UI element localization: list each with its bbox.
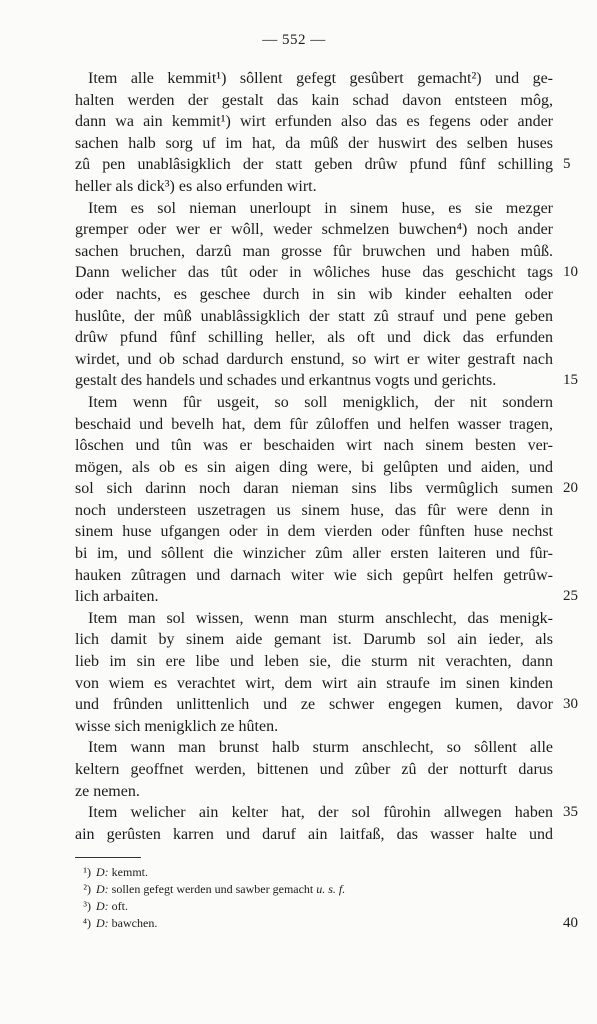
footnote-mark: ²) <box>83 882 91 896</box>
line-number: 20 <box>563 480 578 497</box>
line-text: Item wenn fûr usgeit, so soll menigklich, der nit sondern <box>88 393 553 411</box>
text-line <box>75 802 578 824</box>
line-text: mögen, als ob es sin aigen ding were, bi gelûpten und aiden, und <box>75 458 553 476</box>
line-number: 30 <box>563 696 578 713</box>
footnote-mark: ¹) <box>83 865 91 879</box>
line-number: 15 <box>563 372 578 389</box>
line-text: drûw pfund fûnf schilling heller, als oft und dick das erfunden <box>75 329 553 347</box>
footnote <box>75 881 553 898</box>
footnote-text: sollen gefegt werden und sawber gemacht <box>111 882 314 896</box>
line-text: halten werden der gestalt das kain schad davon entsteen môg, <box>75 91 553 109</box>
line-text: bi im, und sôllent die winzicher zûm aller ersten laiteren und fûr- <box>75 545 553 563</box>
line-text: Item wann man brunst halb sturm anschlecht, so sôllent alle <box>88 739 553 757</box>
line-text: keltern geoffnet werden, bittenen und zûber zû der notturft darus <box>75 761 553 778</box>
footnote <box>75 915 578 932</box>
line-text: Item es sol nieman unerloupt in sinem huse, es sie mezger <box>88 199 553 217</box>
footnote-siglum: D: <box>96 916 109 930</box>
paragraph <box>75 802 578 845</box>
footnote-mark: ⁴) <box>82 916 91 930</box>
text-line <box>75 651 553 673</box>
text-line <box>75 306 553 328</box>
text-line <box>75 90 553 112</box>
line-text: zû pen unablâsigklich der statt geben drûw pfund fûnf schilling <box>75 156 553 174</box>
line-number: 40 <box>563 915 578 931</box>
text-line <box>75 586 578 608</box>
line-text: sachen bruchen, darzû man grosse fûr bruwchen und haben mûß. <box>75 242 553 260</box>
paragraph <box>75 608 578 738</box>
text-line <box>75 327 553 349</box>
line-text: lôschen und tûn was er beschaiden wirt nach sinem besten ver- <box>75 437 553 455</box>
line-text: ze nemen. <box>75 782 140 800</box>
line-text: sinem huse ufgangen oder in dem vierden oder fûnften huse nechst <box>75 523 553 541</box>
text-line <box>75 370 578 392</box>
paragraph <box>75 198 578 392</box>
line-text: von wiem es verachtet wirt, dem wirt ain straufe im sinen kinden <box>75 674 553 692</box>
line-text: Item welicher ain kelter hat, der sol fûrohin allwegen haben <box>88 804 553 822</box>
footnote-separator <box>75 857 141 858</box>
footnote-text: kemmt. <box>111 865 148 879</box>
line-text: dann wa ain kemmit¹) wirt erfunden also das es fegens oder ander <box>75 113 553 131</box>
text-line <box>75 176 553 198</box>
text-line <box>75 716 553 738</box>
line-text: lich arbaiten. <box>75 588 159 606</box>
text-line <box>75 629 553 651</box>
text-line <box>75 608 553 630</box>
paragraph <box>75 392 578 608</box>
text-line <box>75 68 553 90</box>
line-number: 35 <box>563 804 578 821</box>
footnotes <box>75 864 578 932</box>
text-line <box>75 414 553 436</box>
line-text: lieb im sin ere libe und leben sie, die sturm nit verachten, dann <box>75 653 553 671</box>
text-line <box>75 737 553 759</box>
line-text: Dann welicher das tût oder in wôliches huse das geschicht tags <box>75 264 553 282</box>
text-line <box>75 824 553 846</box>
text-line <box>75 565 553 587</box>
line-text: hauken zûtragen und darnach witer wie sich gepûrt helfen getrûw- <box>75 566 553 584</box>
text-line <box>75 500 553 522</box>
text-line <box>75 284 553 306</box>
text-line <box>75 543 553 565</box>
paragraph <box>75 737 553 802</box>
line-text: heller als dick³) es also erfunden wirt. <box>75 177 317 195</box>
text-line <box>75 673 553 695</box>
line-number: 10 <box>563 264 578 281</box>
line-text: ain gerûsten karren und daruf ain laitfaß, das wasser halte und <box>75 825 553 843</box>
footnote-siglum: D: <box>96 899 109 913</box>
footnote-siglum: D: <box>96 882 109 896</box>
line-number: 25 <box>563 588 578 605</box>
footnote <box>75 898 553 915</box>
text-line <box>75 349 553 371</box>
text-line <box>75 392 553 414</box>
text-line <box>75 435 553 457</box>
line-text: oder nachts, es geschee durch in sin wib kinder eehalten oder <box>75 285 553 303</box>
footnote-mark: ³) <box>83 899 91 913</box>
line-text: huslûte, der mûß unablâssigklich der statt zû strauf und pene geben <box>75 307 553 325</box>
footnote-siglum: D: <box>96 865 109 879</box>
line-text: sachen halb sorg uf im hat, da mûß der huswirt des selben huses <box>75 134 553 152</box>
paragraph <box>75 68 571 198</box>
text-line <box>75 759 553 781</box>
line-text: Item man sol wissen, wenn man sturm anschlecht, das menigk- <box>88 609 553 627</box>
text-line <box>75 154 571 176</box>
line-text: wirdet, und ob schad dardurch enstund, so wirt er witer gestraft nach <box>75 350 553 368</box>
footnote-text: oft. <box>111 899 129 913</box>
line-text: lich damit by sinem aide gemant ist. Darumb sol ain ieder, als <box>75 631 553 649</box>
text-line <box>75 262 578 284</box>
line-text: sol sich darinn noch daran nieman sins libs vermûglich sumen <box>75 480 553 498</box>
line-text: gremper oder wer er wôll, weder schmelzen buwchen⁴) noch ander <box>75 221 553 239</box>
line-text: noch understeen uszetragen us sinem huse, das fûr were denn in <box>75 501 553 519</box>
text-line <box>75 694 578 716</box>
text-line <box>75 457 553 479</box>
text-line <box>75 198 553 220</box>
line-text: beschaid und bevelh hat, dem fûr zûloffen und helfen wasser tragen, <box>75 415 553 433</box>
footnote <box>75 864 553 881</box>
text-line <box>75 219 553 241</box>
page-number-header: — 552 — <box>262 32 326 48</box>
line-text: wisse sich menigklich ze hûten. <box>75 717 279 735</box>
line-text: gestalt des handels und schades und erkantnus vogts und gerichts. <box>75 372 497 390</box>
text-line <box>75 241 553 263</box>
text-line <box>75 478 578 500</box>
footnote-text: bawchen. <box>111 916 158 930</box>
line-number: 5 <box>563 156 571 173</box>
text-line <box>75 133 553 155</box>
text-line <box>75 521 553 543</box>
footnote-abbreviation: u. s. f. <box>316 882 346 896</box>
text-line <box>75 111 553 133</box>
line-text: Item alle kemmit¹) sôllent gefegt gesûbert gemacht²) und ge- <box>88 70 553 87</box>
main-text <box>75 68 578 845</box>
text-line <box>75 781 553 803</box>
line-text: und frûnden unlittenlich und ze schwer engegen kumen, davor <box>75 696 553 714</box>
